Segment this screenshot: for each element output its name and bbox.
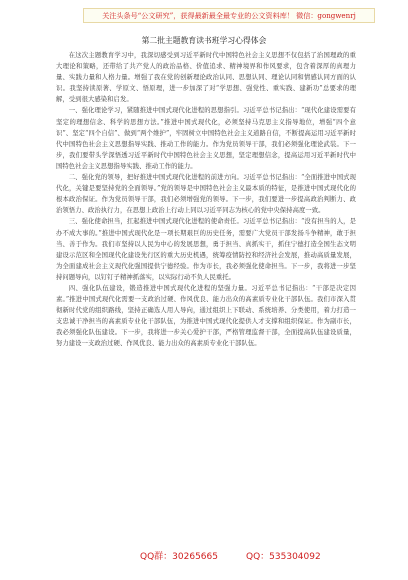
paragraph: 二、强化党的领导，把好推进中国式现代化进程的前进方向。习近平总书记指出：“全面推进中国式现代化，关键是要坚持党的全面领导。”党的领导是中国特色社会主义最本质的特征，是推进中国式现代化的根本政治保证。作为党员领导干部，我们必须增强党的领导。下一步，我们要进一步提高政治判断力、政治领悟力、政治执行力，在思想上政治上行动上同以习近平同志为核心的党中央保持高度一致。	[56, 174, 356, 215]
qq-contact-label: QQ：535304092	[246, 552, 321, 562]
paragraph: 三、强化使命担当，扛起推进中国式现代化进程的使命责任。习近平总书记指出：“没有担当的人，是办不成大事的。”推进中国式现代化是一项长期艰巨的历史任务，需要广大党员干部发扬斗争精神，敢于担当、善于作为。我们市坚持以人民为中心的发展思想，勇于担当、真抓实干，抓住宁德打造全国生态文明建设示范区和全国现代化建设先行区的重大历史机遇，统筹疫情防控和经济社会发展，推动高质量发展，为全面建成社会主义现代化强国提供宁德经验。作为市长，我必须强化使命担当。下一步，我将进一步坚持问题导向，以钉钉子精神抓落实，以实际行动不负人民重托。	[56, 218, 356, 281]
document-body	[56, 50, 356, 350]
footer	[0, 551, 408, 563]
paragraph: 一、强化理论学习，紧随推进中国式现代化进程的思想指引。习近平总书记指出：“现代化建设需要有坚定的理想信念、科学的思想方法。”推进中国式现代化，必须坚持马克思主义指导地位，增强“四个意识”、坚定“四个自信”、做到“两个维护”，牢固树立中国特色社会主义道路自信，不断提高运用习近平新时代中国特色社会主义思想指导实践、推动工作的能力。作为党员领导干部，我们必须强化理论武装。下一步，我们要带头学深悟透习近平新时代中国特色社会主义思想，坚定理想信念，提高运用习近平新时代中国特色社会主义思想指导实践、推动工作的能力。	[56, 107, 356, 170]
qq-group-label: QQ群：30265665	[140, 552, 218, 562]
document-title: 第二批主题教育读书班学习心得体会	[141, 36, 267, 45]
promo-banner: 关注头条号“公文研究”，获得最新最全最专业的公文资料库！ 微信：gongwenrj	[83, 8, 375, 23]
paragraph: 在这次主题教育学习中，我深切感受到习近平新时代中国特色社会主义思想不仅包括了治国理政的重大理论和策略，还带给了共产党人的政治品格、价值追求、精神境界和作风要求，包含着深厚的真理力量、实践力量和人格力量。增强了我在党的创新理论政治认同、思想认同、理论认同和情感认同方面的认识。我坚持读原著、学原文、悟原理，进一步加深了对“学思想、强党性、重实践、建新功”总要求的理解，受到很大感染和启发。	[56, 52, 356, 104]
paragraph: 四、强化队伍建设，锻造推进中国式现代化进程的坚强力量。习近平总书记指出：“干部是决定因素。”推进中国式现代化需要一支政治过硬、作风优良、能力出众的高素质专业化干部队伍。我们市深入贯彻新时代党的组织路线，坚持正确选人用人导向，通过组织上下联动、系统培养、分类使用，着力打造一支忠诚干净担当的高素质专业化干部队伍，为推进中国式现代化提供人才支撑和组织保证。作为副市长，我必须强化队伍建设。下一步，我将进一步关心爱护干部，严格管理监督干部，全面提高队伍建设质量，努力建设一支政治过硬、作风优良、能力出众的高素质专业化干部队伍。	[56, 284, 356, 348]
